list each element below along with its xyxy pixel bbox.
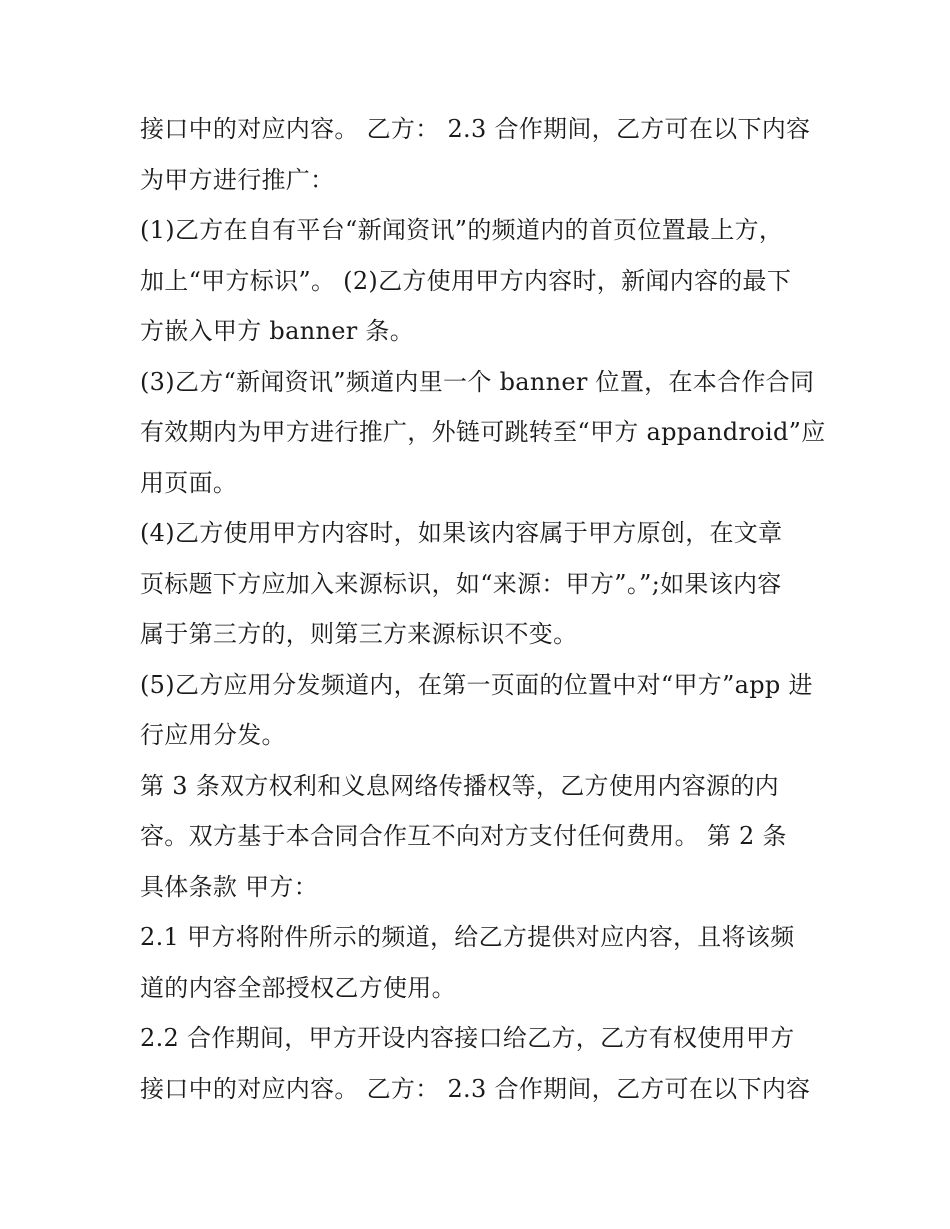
text-line: 用页面。 — [140, 468, 238, 497]
text-line: 方嵌入甲方 banner 条。 — [140, 317, 415, 345]
text-line: 加上“甲方标识”。 (2)乙方使用甲方内容时，新闻内容的最下 — [140, 266, 792, 295]
text-line: (4)乙方使用甲方内容时，如果该内容属于甲方原创，在文章 — [140, 519, 783, 547]
text-line: 接口中的对应内容。 乙方： 2.3 合作期间，乙方可在以下内容 — [140, 115, 811, 143]
text-line: 容。双方基于本合同合作互不向对方支付任何费用。 第 2 条 — [140, 822, 787, 850]
text-line: 接口中的对应内容。 乙方： 2.3 合作期间，乙方可在以下内容 — [140, 1074, 811, 1103]
document-body — [140, 104, 826, 1114]
text-line: 页标题下方应加入来源标识，如“来源：甲方”。”;如果该内容 — [140, 569, 782, 598]
text-line: 2.2 合作期间，甲方开设内容接口给乙方，乙方有权使用甲方 — [140, 1024, 795, 1052]
text-line: (1)乙方在自有平台“新闻资讯”的频道内的首页位置最上方， — [140, 216, 784, 244]
text-line: 行应用分发。 — [140, 721, 286, 749]
text-line: (5)乙方应用分发频道内，在第一页面的位置中对“甲方”app 进 — [140, 670, 813, 699]
text-line: 具体条款 甲方： — [140, 872, 319, 901]
text-line: 有效期内为甲方进行推广，外链可跳转至“甲方 appandroid”应 — [140, 418, 826, 446]
text-line: 2.1 甲方将附件所示的频道，给乙方提供对应内容，且将该频 — [140, 923, 795, 951]
text-line: 第 3 条双方权利和义息网络传播权等，乙方使用内容源的内 — [140, 771, 779, 800]
text-line: (3)乙方“新闻资讯”频道内里一个 banner 位置，在本合作合同 — [140, 367, 815, 396]
text-line: 道的内容全部授权乙方使用。 — [140, 973, 456, 1002]
text-line: 为甲方进行推广： — [140, 165, 335, 194]
text-line: 属于第三方的，则第三方来源标识不变。 — [140, 620, 578, 648]
